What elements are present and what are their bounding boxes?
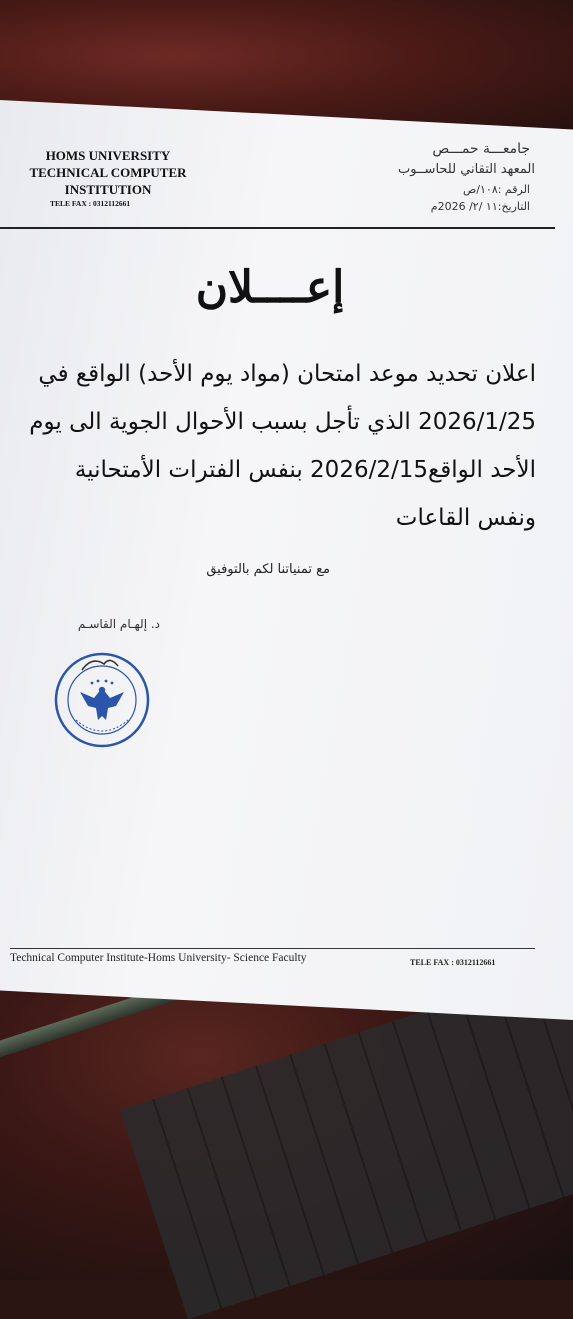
- header-en-line1: HOMS UNIVERSITY: [45, 148, 171, 163]
- announcement-line-2: 2026/1/25 الذي تأجل بسبب الأحوال الجوية الى يوم: [29, 409, 536, 435]
- official-stamp-seal: [52, 650, 152, 750]
- header-ar-ref: الرقم :١٠٨/ص: [462, 183, 530, 196]
- header-telefax: TELE FAX : 0312112661: [50, 199, 131, 208]
- announcement-title: إعــــلان: [195, 262, 345, 313]
- closing-wishes: مع تمنياتنا لكم بالتوفيق: [206, 562, 330, 577]
- footer-institute-name: Technical Computer Institute-Homs University- Science Faculty: [10, 952, 307, 964]
- header-ar-institute: المعهد التقاني للحاســوب: [397, 162, 535, 177]
- header-ar-university: جامعـــة حمـــص: [432, 141, 530, 157]
- header-en-line2: TECHNICAL COMPUTER: [29, 165, 187, 180]
- announcement-body: [28, 350, 536, 542]
- announcement-line-3: الأحد الواقع2026/2/15 بنفس الفترات الأمتحانية: [74, 457, 536, 483]
- footer-divider: [10, 948, 535, 949]
- header-en-line3: INSTITUTION: [64, 182, 152, 197]
- document-paper: [0, 100, 573, 1020]
- footer-telefax: TELE FAX : 0312112661: [410, 958, 496, 967]
- announcement-line-1: اعلان تحديد موعد امتحان (مواد يوم الأحد) الواقع في: [38, 361, 536, 387]
- header-ar-date: التاريخ:١١ /٢/ 2026م: [430, 200, 530, 213]
- signatory-name: د. إلهـام القاسـم: [77, 617, 160, 631]
- header-divider: [0, 227, 555, 229]
- announcement-line-4: ونفس القاعات: [395, 505, 536, 531]
